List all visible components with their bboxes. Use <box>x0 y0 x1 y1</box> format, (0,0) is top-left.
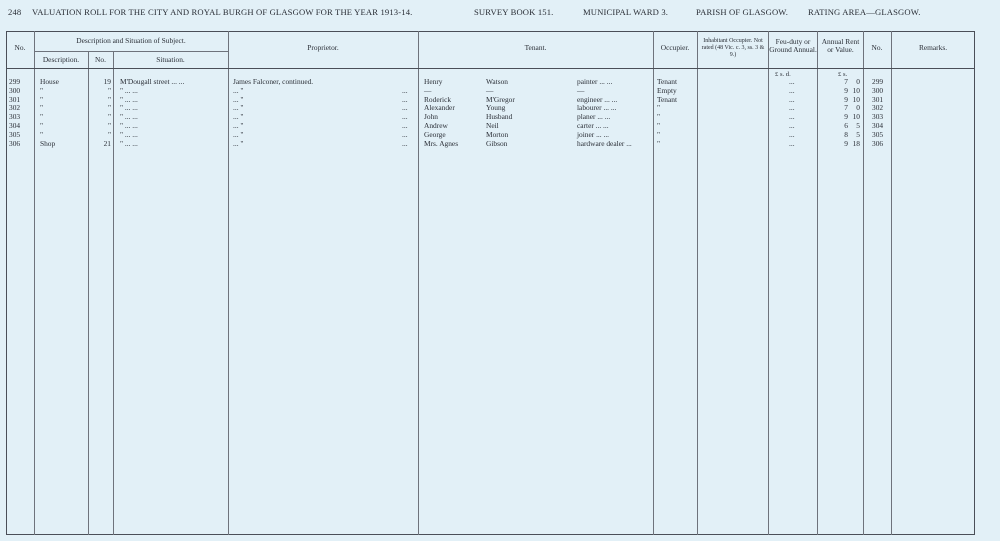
row-tenant-occupation: — <box>577 85 585 95</box>
row-tenant-first-name: Alexander <box>424 103 455 113</box>
col-header-no: No. <box>14 43 26 52</box>
row-proprietor: ... " <box>233 94 244 104</box>
row-tenant-last-name: Watson <box>486 77 508 86</box>
row-feu-duty: ... <box>789 85 795 95</box>
row-house-number: " <box>107 94 111 104</box>
row-feu-duty: ... <box>789 94 795 104</box>
row-proprietor: ... " <box>233 138 244 148</box>
row-proprietor-dots: ... <box>402 129 408 139</box>
row-tenant-last-name: Young <box>486 103 506 113</box>
row-tenant-occupation: hardware dealer ... <box>577 138 632 148</box>
page-header <box>8 5 993 21</box>
row-proprietor-dots: ... <box>402 85 408 95</box>
row-tenant-first-name: John <box>424 112 438 122</box>
rating-area: RATING AREA—GLASGOW. <box>808 7 921 17</box>
row-house-number: " <box>107 103 111 113</box>
row-rent-pounds: 8 <box>844 129 848 139</box>
row-tenant-first-name: Henry <box>424 77 443 86</box>
col-header-tenant: Tenant. <box>524 43 547 52</box>
row-number-repeat: 301 <box>872 94 884 104</box>
col-rule <box>34 31 35 535</box>
row-rent-pounds: 6 <box>844 121 848 130</box>
col-rule <box>863 31 864 535</box>
row-number: 306 <box>9 138 21 148</box>
row-number: 300 <box>9 85 21 95</box>
row-rent-pounds: 7 <box>844 103 848 113</box>
row-rent-pounds: 9 <box>844 85 848 95</box>
row-tenant-first-name: Mrs. Agnes <box>424 138 459 148</box>
row-rent-shillings: 5 <box>856 129 860 139</box>
row-occupier: Empty <box>657 85 677 95</box>
row-rent-pounds: 7 <box>844 77 848 86</box>
row-number: 304 <box>9 121 21 130</box>
row-occupier: " <box>657 129 661 139</box>
row-proprietor: ... " <box>233 85 244 95</box>
row-description: " <box>40 94 44 104</box>
col-header-situation: Situation. <box>156 55 185 64</box>
col-header-proprietor: Proprietor. <box>307 43 339 52</box>
row-feu-duty: ... <box>789 103 795 113</box>
row-situation: " ... ... <box>120 94 138 104</box>
row-house-number: 21 <box>103 138 111 148</box>
parish: PARISH OF GLASGOW. <box>696 7 789 17</box>
row-number: 301 <box>9 94 21 104</box>
col-rule <box>891 31 892 535</box>
row-rent-shillings: 10 <box>852 112 860 122</box>
row-tenant-last-name: Husband <box>486 112 513 122</box>
roll-title: VALUATION ROLL FOR THE CITY AND ROYAL BURGH OF GLASGOW FOR THE YEAR 1913-14. <box>32 7 413 17</box>
row-situation: " ... ... <box>120 121 138 130</box>
row-tenant-occupation: joiner ... ... <box>577 129 610 139</box>
row-rent-pounds: 9 <box>844 112 848 122</box>
col-rule <box>418 31 419 535</box>
row-proprietor: ... " <box>233 129 244 139</box>
row-situation: " ... ... <box>120 103 138 113</box>
row-rent-shillings: 18 <box>852 138 860 148</box>
col-header-annual-rent: Annual Rent or Value. <box>821 37 860 54</box>
row-proprietor-dots: ... <box>402 103 408 113</box>
survey-book: SURVEY BOOK 151. <box>474 7 554 17</box>
row-rent-pounds: 9 <box>844 94 848 104</box>
row-number-repeat: 300 <box>872 85 884 95</box>
row-occupier: " <box>657 103 661 113</box>
row-description: Shop <box>40 138 56 148</box>
row-rent-shillings: 0 <box>856 103 860 113</box>
row-tenant-last-name: Gibson <box>486 138 508 148</box>
row-tenant-first-name: George <box>424 129 446 139</box>
municipal-ward: MUNICIPAL WARD 3. <box>583 7 669 17</box>
col-header-occupier: Occupier. <box>660 43 690 52</box>
feu-units: £ s. d. <box>775 71 791 78</box>
col-rule <box>817 31 818 535</box>
row-rent-shillings: 5 <box>856 121 860 130</box>
row-occupier: " <box>657 112 661 122</box>
row-rent-shillings: 10 <box>852 94 860 104</box>
row-feu-duty: ... <box>789 138 795 148</box>
row-proprietor-dots: ... <box>402 138 408 148</box>
row-number-repeat: 299 <box>872 77 884 86</box>
row-proprietor-dots: ... <box>402 121 408 130</box>
row-tenant-first-name: Roderick <box>424 94 452 104</box>
row-tenant-last-name: — <box>486 85 494 95</box>
row-tenant-last-name: M'Gregor <box>486 94 515 104</box>
row-number: 303 <box>9 112 21 122</box>
row-feu-duty: ... <box>789 112 795 122</box>
row-description: " <box>40 85 44 95</box>
row-number-repeat: 306 <box>872 138 884 148</box>
col-header-feu-duty: Feu-duty or Ground Annual. <box>769 37 817 54</box>
row-proprietor: ... " <box>233 112 244 122</box>
row-description: " <box>40 112 44 122</box>
row-house-number: 19 <box>103 77 111 86</box>
col-rule <box>768 31 769 535</box>
row-situation: " ... ... <box>120 129 138 139</box>
col-rule <box>88 51 89 535</box>
row-number-repeat: 302 <box>872 103 884 113</box>
row-number: 299 <box>9 77 21 86</box>
row-tenant-occupation: painter ... ... <box>577 77 613 86</box>
page-number: 248 <box>8 7 22 17</box>
row-feu-duty: ... <box>789 121 795 130</box>
row-proprietor: ... " <box>233 121 244 130</box>
row-proprietor: ... " <box>233 103 244 113</box>
row-situation: " ... ... <box>120 138 138 148</box>
row-situation: " ... ... <box>120 112 138 122</box>
col-header-description: Description. <box>42 55 80 64</box>
row-proprietor: James Falconer, continued. <box>233 77 314 86</box>
row-tenant-last-name: Morton <box>486 129 509 139</box>
row-house-number: " <box>107 121 111 130</box>
row-rent-shillings: 10 <box>852 85 860 95</box>
row-proprietor-dots: ... <box>402 112 408 122</box>
row-occupier: " <box>657 138 661 148</box>
row-house-number: " <box>107 129 111 139</box>
row-description: " <box>40 129 44 139</box>
row-description: " <box>40 121 44 130</box>
row-rent-pounds: 9 <box>844 138 848 148</box>
col-header-inhabitant: Inhabitant Occupier. Not rated (48 Vic. c. 3, ss. 3 & 9.) <box>701 38 765 58</box>
row-occupier: " <box>657 121 661 130</box>
row-description: " <box>40 103 44 113</box>
row-situation: M'Dougall street ... ... <box>120 77 185 86</box>
row-tenant-occupation: planer ... ... <box>577 112 611 122</box>
col-header-sub-no: No. <box>95 55 106 64</box>
col-rule <box>228 31 229 535</box>
row-house-number: " <box>107 85 111 95</box>
row-description: House <box>40 77 59 86</box>
row-house-number: " <box>107 112 111 122</box>
row-occupier: Tenant <box>657 77 678 86</box>
row-number: 302 <box>9 103 21 113</box>
row-tenant-last-name: Neil <box>486 121 499 130</box>
col-header-description-group: Description and Situation of Subject. <box>76 36 186 45</box>
row-tenant-occupation: labourer ... ... <box>577 103 617 113</box>
row-tenant-first-name: — <box>424 85 432 95</box>
rent-units: £ s. <box>838 71 848 78</box>
row-occupier: Tenant <box>657 94 678 104</box>
row-number-repeat: 305 <box>872 129 884 139</box>
row-proprietor-dots: ... <box>402 94 408 104</box>
row-situation: " ... ... <box>120 85 138 95</box>
col-rule <box>653 31 654 535</box>
row-tenant-occupation: carter ... ... <box>577 121 609 130</box>
row-tenant-occupation: engineer ... ... <box>577 94 618 104</box>
row-feu-duty: ... <box>789 129 795 139</box>
col-rule <box>113 51 114 535</box>
row-number: 305 <box>9 129 21 139</box>
row-feu-duty: ... <box>789 77 795 86</box>
row-number-repeat: 303 <box>872 112 884 122</box>
header-rule <box>6 68 975 69</box>
col-rule <box>697 31 698 535</box>
col-header-remarks: Remarks. <box>918 43 948 52</box>
row-rent-shillings: 0 <box>856 77 860 86</box>
subheader-rule <box>34 51 228 52</box>
col-header-no2: No. <box>871 43 883 52</box>
row-tenant-first-name: Andrew <box>424 121 448 130</box>
row-number-repeat: 304 <box>872 121 884 130</box>
